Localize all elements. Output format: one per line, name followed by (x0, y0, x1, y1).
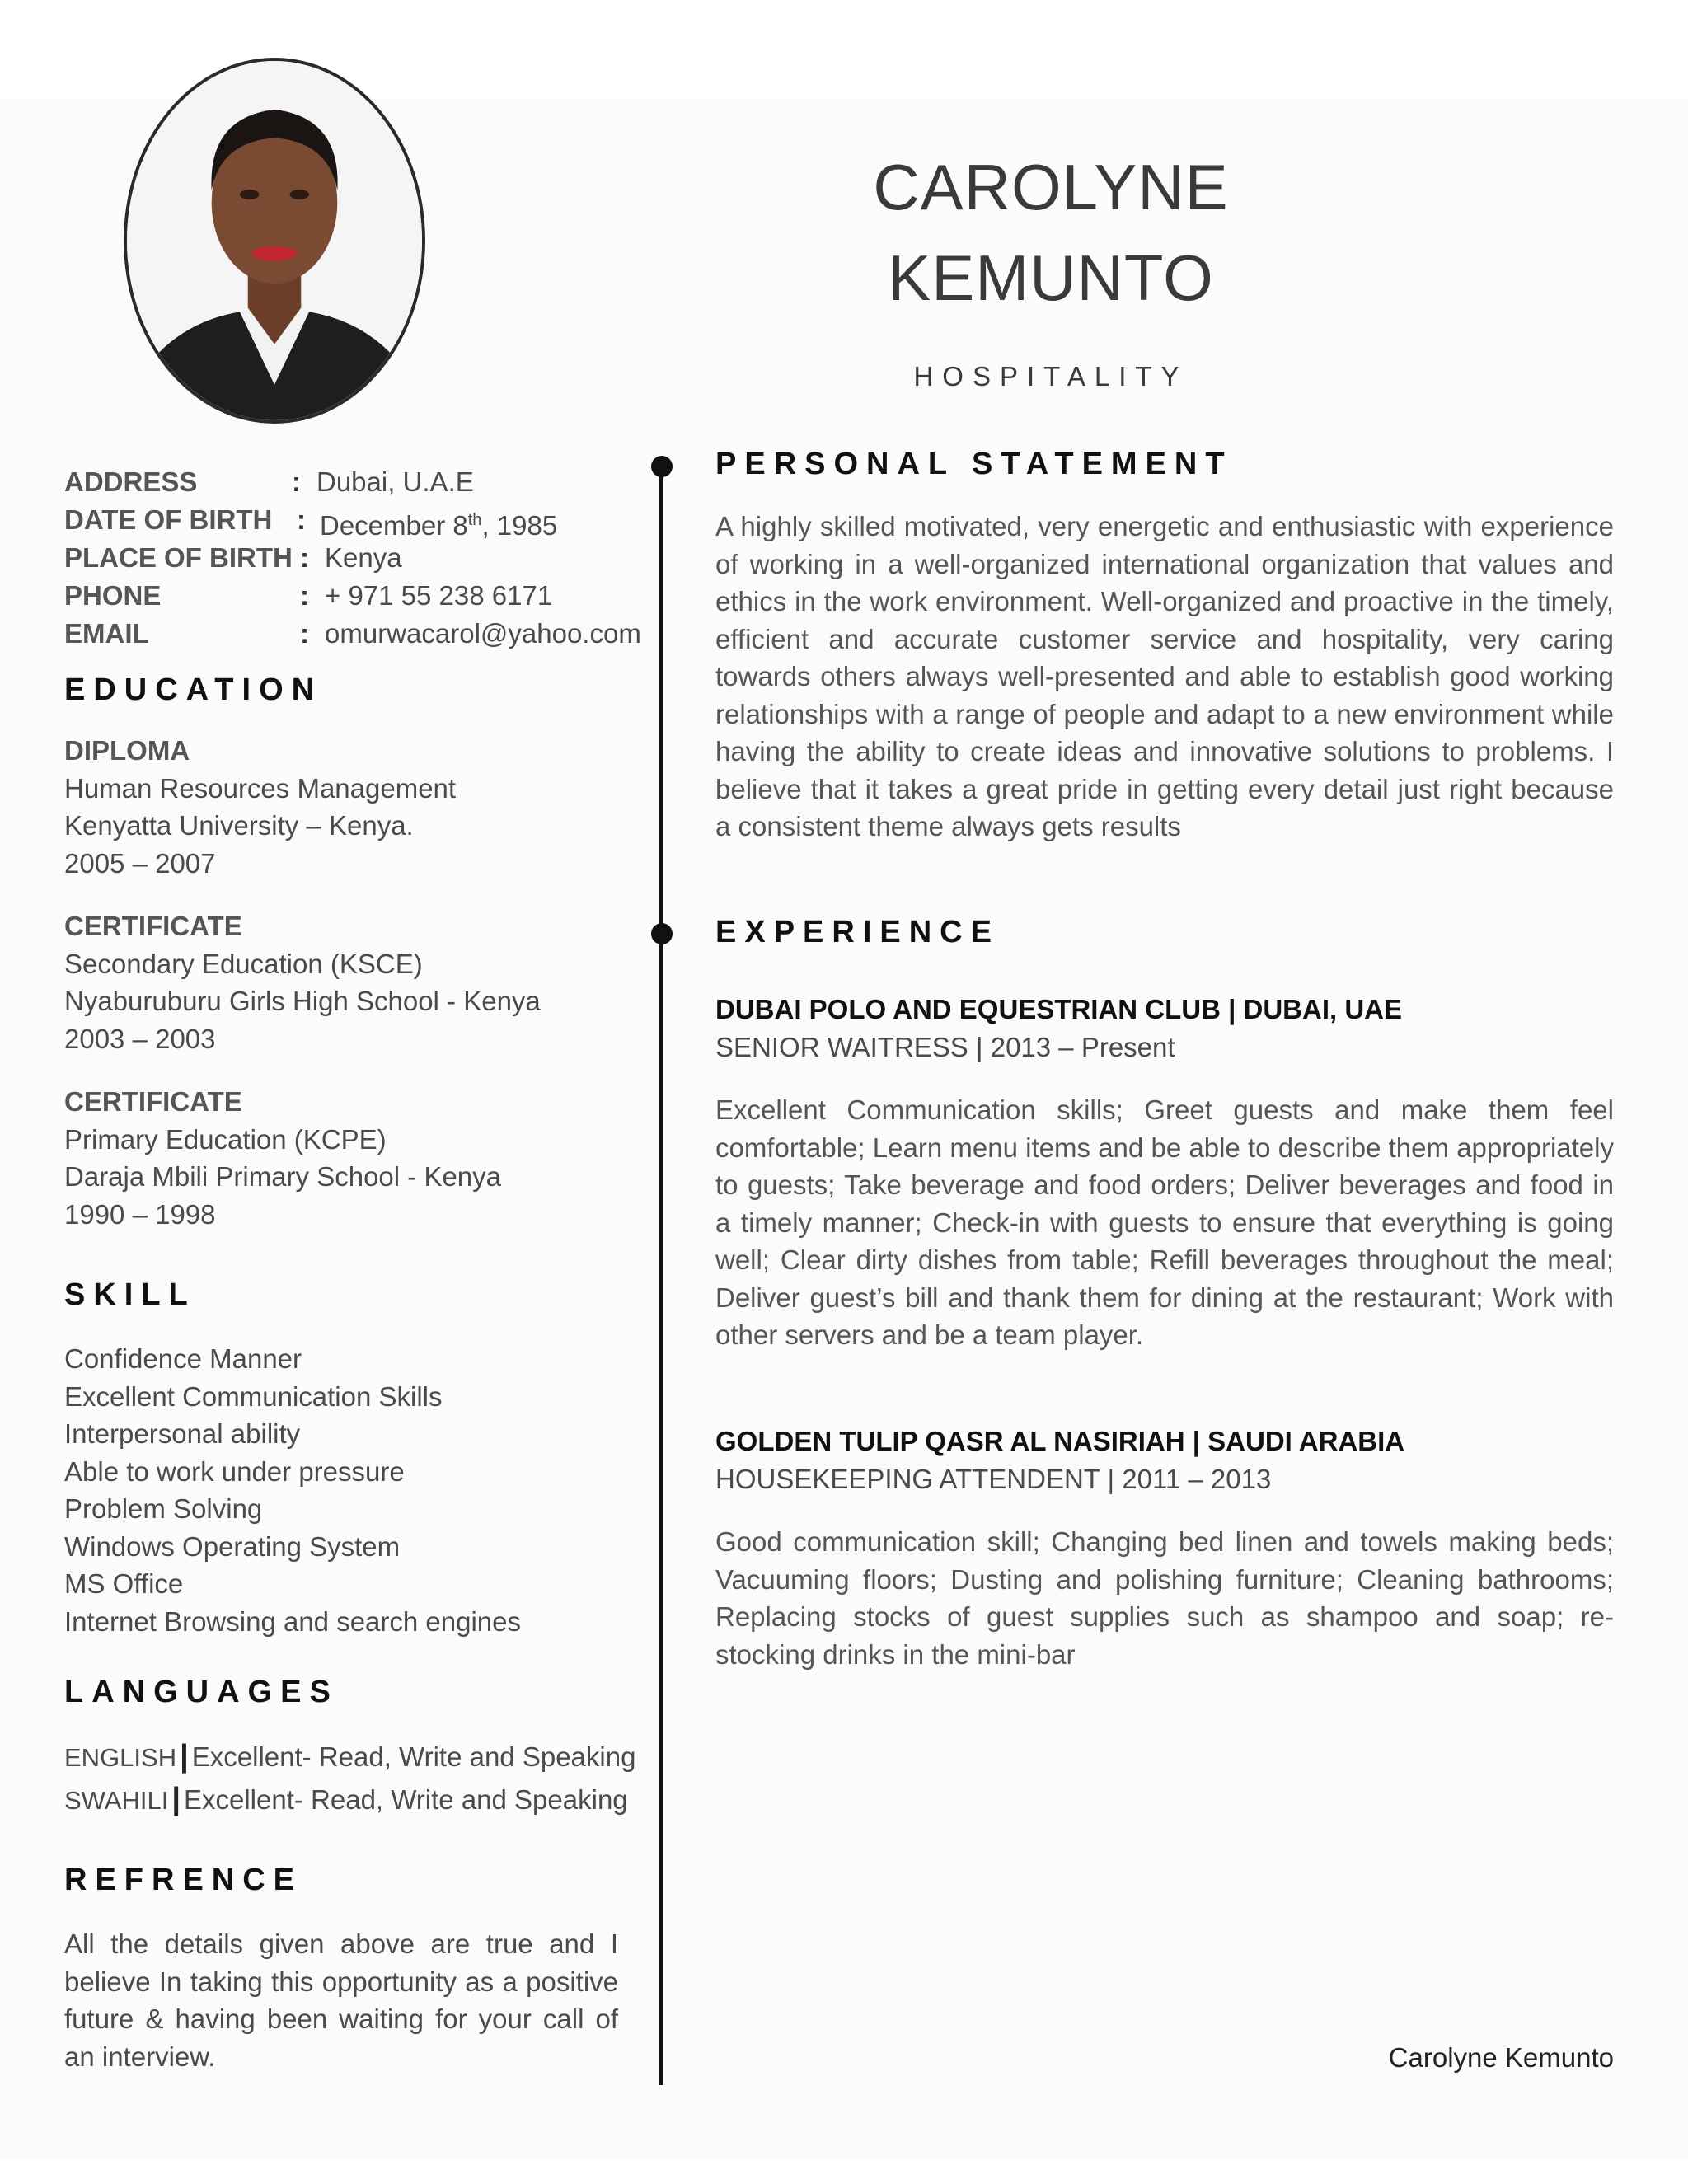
skill-item: Able to work under pressure (64, 1455, 405, 1487)
skill-item: Internet Browsing and search engines (64, 1605, 522, 1637)
language-name: ENGLISH (64, 1743, 177, 1772)
phone-label: PHONE (64, 580, 162, 611)
dob-label: DATE OF BIRTH (64, 504, 273, 535)
address-value: Dubai, U.A.E (316, 466, 474, 497)
timeline-dot-experience (651, 923, 673, 944)
language-item (64, 1779, 635, 1821)
separator-bar: | (180, 1739, 189, 1774)
skill-item: Interpersonal ability (64, 1418, 301, 1449)
dob-value-main: December 8 (320, 510, 468, 541)
language-detail: Excellent- Read, Write and Speaking (183, 1784, 628, 1815)
profile-photo (124, 58, 425, 424)
education-item (64, 732, 456, 882)
language-detail: Excellent- Read, Write and Speaking (191, 1741, 636, 1772)
education-years: 1990 – 1998 (64, 1198, 216, 1230)
education-program: Human Resources Management (64, 772, 457, 804)
language-item (64, 1736, 635, 1779)
education-title: DIPLOMA (64, 735, 190, 766)
colon: : (297, 504, 306, 535)
timeline-dot-personal-statement (651, 456, 673, 477)
colon: : (300, 542, 309, 573)
education-program: Secondary Education (KSCE) (64, 948, 423, 979)
pob-label: PLACE OF BIRTH (64, 542, 293, 573)
languages-list (64, 1736, 635, 1821)
email-label: EMAIL (64, 618, 149, 649)
personal-statement-text: A highly skilled motivated, very energetic and enthusiastic with experience of working in a well-organized international organization that values and ethics in the work environment. Well-organized and proactive in the timely, efficient and accurate customer service and hospitality, very caring towards others always well-presented and able to establish good working relationships with a range of people and adapt to a new environment while having the ability to create ideas and innovative solutions to problems. I believe that it takes a great pride in getting every detail just right because a consistent theme always gets results (715, 511, 1614, 841)
skill-item: Windows Operating System (64, 1530, 401, 1562)
job-description: Excellent Communication skills; Greet guests and make them feel comfortable; Learn menu items and be able to describe them appropriately to guests; Take beverage and food orders; Deliver beverages and food in a timely manner; Check-in with guests to ensure that everything is going well; Clear dirty dishes from table; Refill beverages throughout the meal; Deliver guest’s bill and thank them for dining at the restaurant; Work with other servers and be a team player. (715, 1094, 1614, 1350)
job-company: DUBAI POLO AND EQUESTRIAN CLUB | DUBAI, UAE (715, 994, 1403, 1024)
reference-text: All the details given above are true and I believe In taking this opportunity as a positive future & having been waiting for your call of an interview. (64, 1929, 618, 2072)
education-school: Daraja Mbili Primary School - Kenya (64, 1161, 502, 1192)
address-label: ADDRESS (64, 466, 198, 497)
education-item (64, 1083, 501, 1233)
candidate-name (725, 142, 1376, 323)
skill-item: MS Office (64, 1568, 184, 1599)
pob-value: Kenya (325, 542, 402, 573)
job-description: Good communication skill; Changing bed linen and towels making beds; Vacuuming floors; Dusting and polishing furniture; Cleaning bathrooms; Replacing stocks of guest supplies such as shampoo and soap; re-stocking drinks in the mini-bar (715, 1526, 1614, 1670)
colon: : (292, 466, 301, 497)
reference-heading: REFRENCE (64, 1863, 303, 1897)
skill-heading: SKILL (64, 1277, 196, 1312)
education-school: Nyaburuburu Girls High School - Kenya (64, 986, 541, 1016)
education-item (64, 907, 541, 1057)
education-years: 2003 – 2003 (64, 1023, 216, 1054)
signature-name: Carolyne Kemunto (1388, 2042, 1614, 2073)
phone-value: + 971 55 238 6171 (325, 580, 553, 611)
timeline-line (659, 466, 663, 2085)
experience-heading: EXPERIENCE (715, 915, 1000, 949)
language-name: SWAHILI (64, 1786, 169, 1815)
job-role: HOUSEKEEPING ATTENDENT | 2011 – 2013 (715, 1464, 1272, 1494)
languages-heading: LANGUAGES (64, 1675, 339, 1709)
skill-list (64, 1340, 521, 1640)
education-school: Kenyatta University – Kenya. (64, 810, 414, 841)
profession-subtitle: HOSPITALITY (913, 361, 1189, 391)
dob-value-year: , 1985 (481, 510, 558, 541)
separator-bar: | (171, 1782, 181, 1816)
education-title: CERTIFICATE (64, 911, 242, 941)
personal-statement-heading: PERSONAL STATEMENT (715, 447, 1233, 481)
education-program: Primary Education (KCPE) (64, 1123, 387, 1155)
name-line-1: CAROLYNE (873, 151, 1229, 223)
name-line-2: KEMUNTO (888, 241, 1214, 314)
colon: : (300, 618, 309, 649)
skill-item: Problem Solving (64, 1493, 263, 1524)
education-years: 2005 – 2007 (64, 847, 216, 879)
education-title: CERTIFICATE (64, 1086, 242, 1117)
skill-item: Excellent Communication Skills (64, 1380, 443, 1412)
dob-value-sup: th (467, 511, 482, 529)
job-company: GOLDEN TULIP QASR AL NASIRIAH | SAUDI ARABIA (715, 1426, 1405, 1456)
education-heading: EDUCATION (64, 673, 323, 707)
skill-item: Confidence Manner (64, 1343, 302, 1374)
job-role: SENIOR WAITRESS | 2013 – Present (715, 1032, 1175, 1062)
email-value: omurwacarol@yahoo.com (325, 618, 641, 649)
colon: : (300, 580, 309, 611)
